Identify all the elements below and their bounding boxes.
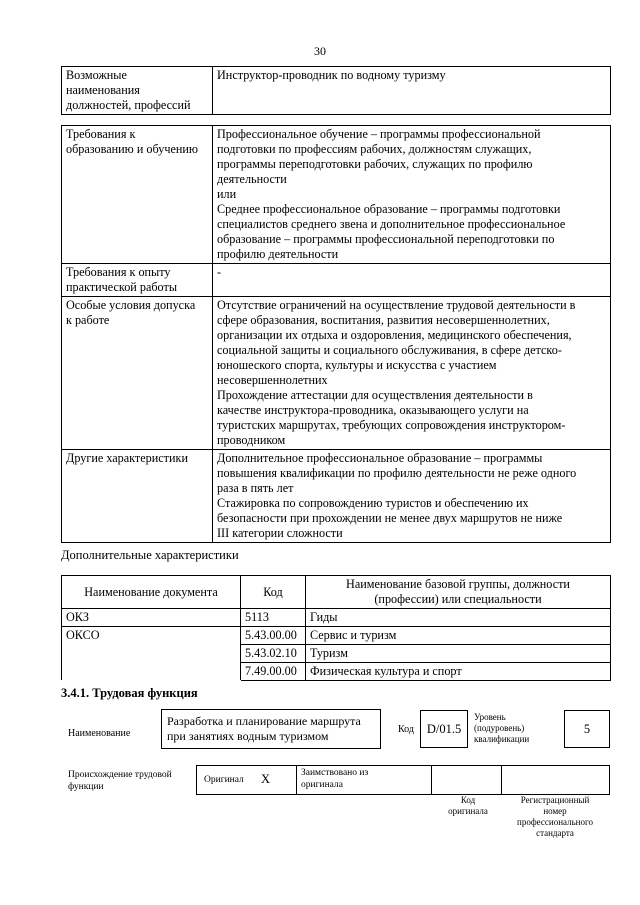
possible-names-value: Инструктор-проводник по водному туризму — [213, 67, 611, 115]
requirement-value: Профессиональное обучение – программы профессиональной подготовки по профессиям рабочих, должностям служащих, программы переподготовки рабочих, служащих по профилю деятельности или Среднее профессиональное образование – программы подготовки специалистов среднего звена и дополнительное профессиональное образование – программы профессиональной переподготовки по профилю деятельности — [213, 126, 611, 264]
page-number: 30 — [314, 44, 326, 58]
requirement-label: Другие характеристики — [62, 450, 213, 543]
possible-names-label: Возможные наименования должностей, профессий — [62, 67, 213, 115]
labor-function-heading: 3.4.1. Трудовая функция — [61, 686, 198, 700]
code-cell: 5.43.00.00 — [241, 627, 306, 645]
code-cell: 7.49.00.00 — [241, 663, 306, 681]
level-box — [564, 710, 610, 748]
original-mark: X — [261, 772, 271, 786]
original-label: Оригинал — [204, 775, 244, 785]
requirements-table — [61, 125, 611, 543]
requirement-label: Требования к образованию и обучению — [62, 126, 213, 264]
doc-cell: ОКСО — [62, 627, 241, 681]
name-cell: Гиды — [306, 609, 611, 627]
table-row — [62, 609, 611, 627]
additional-characteristics-title: Дополнительные характеристики — [61, 548, 239, 562]
requirement-value: - — [213, 264, 611, 297]
code-cell: 5113 — [241, 609, 306, 627]
requirement-label: Требования к опыту практической работы — [62, 264, 213, 297]
function-name-value: Разработка и планирование маршрута при занятиях водным туризмом — [167, 714, 361, 743]
requirement-row — [62, 264, 611, 297]
function-code-value: D/01.5 — [426, 722, 462, 736]
function-name-box — [161, 709, 381, 749]
borrowed-label: Заимствовано из оригинала — [301, 768, 369, 790]
header-base-group: Наименование базовой группы, должности (профессии) или специальности — [306, 576, 611, 609]
function-code-box — [420, 710, 468, 748]
origin-divider — [431, 766, 432, 794]
level-value: 5 — [583, 722, 591, 736]
origin-divider — [296, 766, 297, 794]
additional-characteristics-table — [61, 575, 611, 681]
name-cell: Сервис и туризм — [306, 627, 611, 645]
code-cell: 5.43.02.10 — [241, 645, 306, 663]
requirement-value: Отсутствие ограничений на осуществление трудовой деятельности в сфере образования, воспитания, развития несовершеннолетних, организации их отдыха и оздоровления, медицинского обеспечения, социальной защиты и социального обслуживания, в сфере детско- юношеского спорта, культуры и искусства с участием несовершеннолетних Прохождение аттестации для осуществления деятельности в качестве инструктора-проводника, оказывающего услуги на туристских маршрутах, требующих сопровождения инструктором- проводником — [213, 297, 611, 450]
table-row — [62, 627, 611, 645]
header-document-name: Наименование документа — [62, 576, 241, 609]
possible-names-table — [61, 66, 611, 115]
code-label: Код — [398, 724, 414, 735]
name-label: Наименование — [68, 728, 131, 739]
origin-box — [196, 765, 610, 795]
requirement-row — [62, 450, 611, 543]
requirement-row — [62, 126, 611, 264]
code-original-caption: Код оригинала — [448, 795, 488, 816]
requirement-row — [62, 297, 611, 450]
requirement-label: Особые условия допуска к работе — [62, 297, 213, 450]
level-label: Уровень (подуровень) квалификации — [474, 712, 530, 744]
registration-number-caption: Регистрационный номер профессионального стандарта — [517, 795, 593, 838]
header-code: Код — [241, 576, 306, 609]
name-cell: Физическая культура и спорт — [306, 663, 611, 681]
origin-divider — [501, 766, 502, 794]
requirement-value: Дополнительное профессиональное образование – программы повышения квалификации по профилю деятельности не реже одного раза в пять лет Стажировка по сопровождению туристов и обеспечению их безопасности при прохождении не менее двух маршрутов не ниже III категории сложности — [213, 450, 611, 543]
doc-cell: ОКЗ — [62, 609, 241, 627]
name-cell: Туризм — [306, 645, 611, 663]
origin-label: Происхождение трудовой функции — [68, 770, 172, 792]
